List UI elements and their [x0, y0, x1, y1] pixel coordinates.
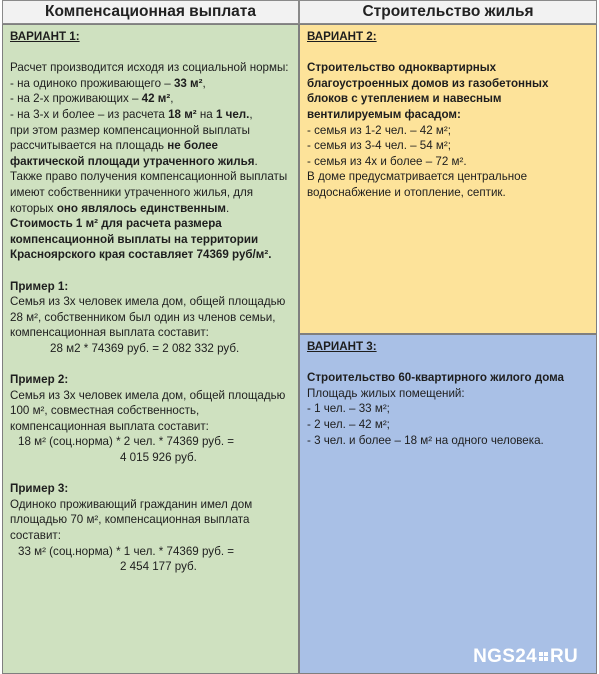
example-3-title: Пример 3:: [10, 482, 69, 496]
variant-2-cell: [299, 24, 597, 334]
example-3-text: Одиноко проживающий гражданин имел дом площадью 70 м², компенсационная выплата составит:: [10, 497, 253, 542]
example-2-title: Пример 2:: [10, 373, 69, 387]
logo-text-right: RU: [549, 646, 578, 668]
norm-item-two: - на 2-х проживающих – 42 м²,: [10, 92, 174, 106]
example-1-text: Семья из 3х человек имела дом, общей площадью 28 м², собственником был один из членов семьи, компенсационная выплата составит:: [10, 295, 286, 340]
variant-2-title: ВАРИАНТ 2:: [307, 30, 377, 43]
variant-2-item: - семья из 1-2 чел. – 42 м²;: [307, 123, 451, 137]
logo-grid-icon: [539, 652, 548, 661]
variant-3-title: ВАРИАНТ 3:: [307, 340, 377, 353]
variant-3-subheading: Площадь жилых помещений:: [307, 386, 465, 400]
variant-1-title: ВАРИАНТ 1:: [10, 30, 80, 43]
header-construction: Строительство жилья: [299, 0, 597, 24]
example-3-result: 2 454 177 руб.: [120, 560, 197, 574]
example-3-calc: 33 м² (соц.норма) * 1 чел. * 74369 руб. =: [18, 544, 235, 558]
variant-2-item: - семья из 4х и более – 72 м².: [307, 154, 467, 168]
ngs24-logo: [473, 646, 578, 668]
price-per-sqm-paragraph: Стоимость 1 м² для расчета размера компенсационной выплаты на территории Красноярского края составляет 74369 руб/м².: [10, 217, 272, 262]
example-2-text: Семья из 3х человек имела дом, общей площадью 100 м², совместная собственность, компенсационная выплата составит:: [10, 388, 286, 433]
owners-paragraph: Также право получения компенсационной выплаты имеют собственники утраченного жилья, для которых оно являлось единственным.: [10, 170, 288, 215]
example-1-calc: 28 м2 * 74369 руб. = 2 082 332 руб.: [50, 341, 240, 355]
variant-2-item: - семья из 3-4 чел. – 54 м²;: [307, 139, 451, 153]
variant-3-item: - 2 чел. – 42 м²;: [307, 417, 390, 431]
variant-3-cell: [299, 334, 597, 674]
area-limit-paragraph: при этом размер компенсационной выплаты рассчитывается на площадь не более фактической площади утраченного жилья.: [10, 123, 258, 168]
example-2-calc: 18 м² (соц.норма) * 2 чел. * 74369 руб. =: [18, 435, 235, 449]
variant-1-cell: [2, 24, 299, 674]
social-norm-paragraph: Расчет производится исходя из социальной нормы:: [10, 61, 289, 75]
header-compensation: Компенсационная выплата: [2, 0, 299, 24]
variant-2-note: В доме предусматривается центральное водоснабжение и отопление, септик.: [307, 170, 528, 199]
variant-3-heading: Строительство 60-квартирного жилого дома: [307, 371, 565, 385]
norm-item-single: - на одиноко проживающего – 33 м²,: [10, 76, 206, 90]
example-2-result: 4 015 926 руб.: [120, 451, 197, 465]
norm-item-three-plus: - на 3-х и более – из расчета 18 м² на 1 чел.,: [10, 107, 253, 121]
example-1-title: Пример 1:: [10, 279, 69, 293]
variant-3-item: - 3 чел. и более – 18 м² на одного человека.: [307, 433, 544, 447]
variant-3-item: - 1 чел. – 33 м²;: [307, 402, 390, 416]
variant-2-heading: Строительство одноквартирных благоустроенных домов из газобетонных блоков с утеплением и навесным вентилируемым фасадом:: [307, 61, 549, 121]
logo-text-left: NGS24: [473, 646, 537, 668]
